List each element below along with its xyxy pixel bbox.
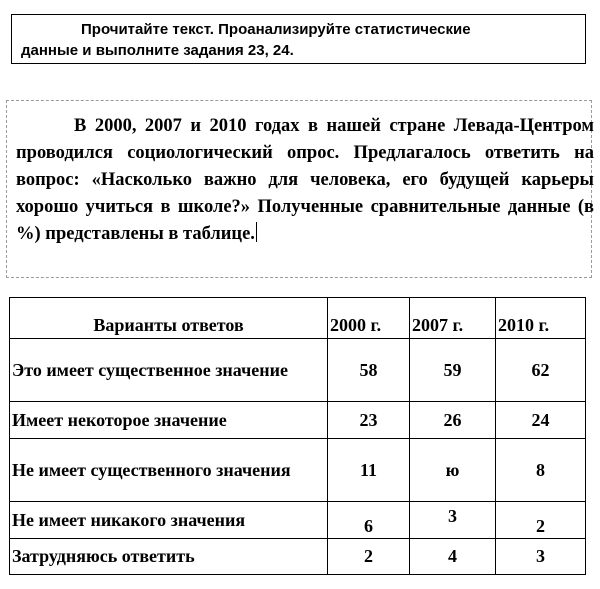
row-label: Имеет некоторое значение: [10, 402, 328, 439]
cell-2000: 58: [328, 339, 410, 402]
cell-2007: 26: [410, 402, 496, 439]
cell-2010: 62: [496, 339, 586, 402]
table-row: [10, 539, 586, 575]
header-year-2007: 2007 г.: [410, 298, 496, 339]
table-row: [10, 502, 586, 539]
row-label: Затрудняюсь ответить: [10, 539, 328, 575]
passage-content: В 2000, 2007 и 2010 годах в нашей стране Левада-Центром проводился социологический опрос. Предлагалось ответить на вопрос: «Насколько важно для человека, его будущей карьеры хорошо учиться в школе?» Полученные сравнительные данные (в %) представлены в таблице.: [16, 116, 594, 244]
cell-2000: 23: [328, 402, 410, 439]
cell-value: 2: [536, 515, 545, 536]
survey-table: [9, 297, 586, 575]
cell-2010: 3: [496, 539, 586, 575]
row-label: Не имеет существенного значения: [10, 439, 328, 502]
text-frame[interactable]: [6, 100, 592, 278]
table-row: [10, 402, 586, 439]
cell-2007: [410, 502, 496, 539]
cell-2010: 24: [496, 402, 586, 439]
cell-2007: 4: [410, 539, 496, 575]
cell-2010: 8: [496, 439, 586, 502]
cell-2007: ю: [410, 439, 496, 502]
instruction-line-1: Прочитайте текст. Проанализируйте статистические: [81, 21, 471, 38]
header-year-2010: 2010 г.: [496, 298, 586, 339]
cell-2010: [496, 502, 586, 539]
cell-2000: 11: [328, 439, 410, 502]
cell-value: 6: [364, 515, 373, 536]
cell-2007: 59: [410, 339, 496, 402]
cell-2000: 2: [328, 539, 410, 575]
cell-value: 3: [448, 505, 457, 526]
table-row: [10, 439, 586, 502]
instruction-line-2: данные и выполните задания 23, 24.: [21, 42, 294, 59]
header-year-2000: 2000 г.: [328, 298, 410, 339]
instruction-box: [11, 14, 586, 64]
row-label: Это имеет существенное значение: [10, 339, 328, 402]
cell-2000: [328, 502, 410, 539]
header-variants: Варианты ответов: [10, 298, 328, 339]
text-cursor: [256, 222, 257, 242]
table-header-row: [10, 298, 586, 339]
table-row: [10, 339, 586, 402]
passage-text[interactable]: [16, 113, 594, 248]
row-label: Не имеет никакого значения: [10, 502, 328, 539]
